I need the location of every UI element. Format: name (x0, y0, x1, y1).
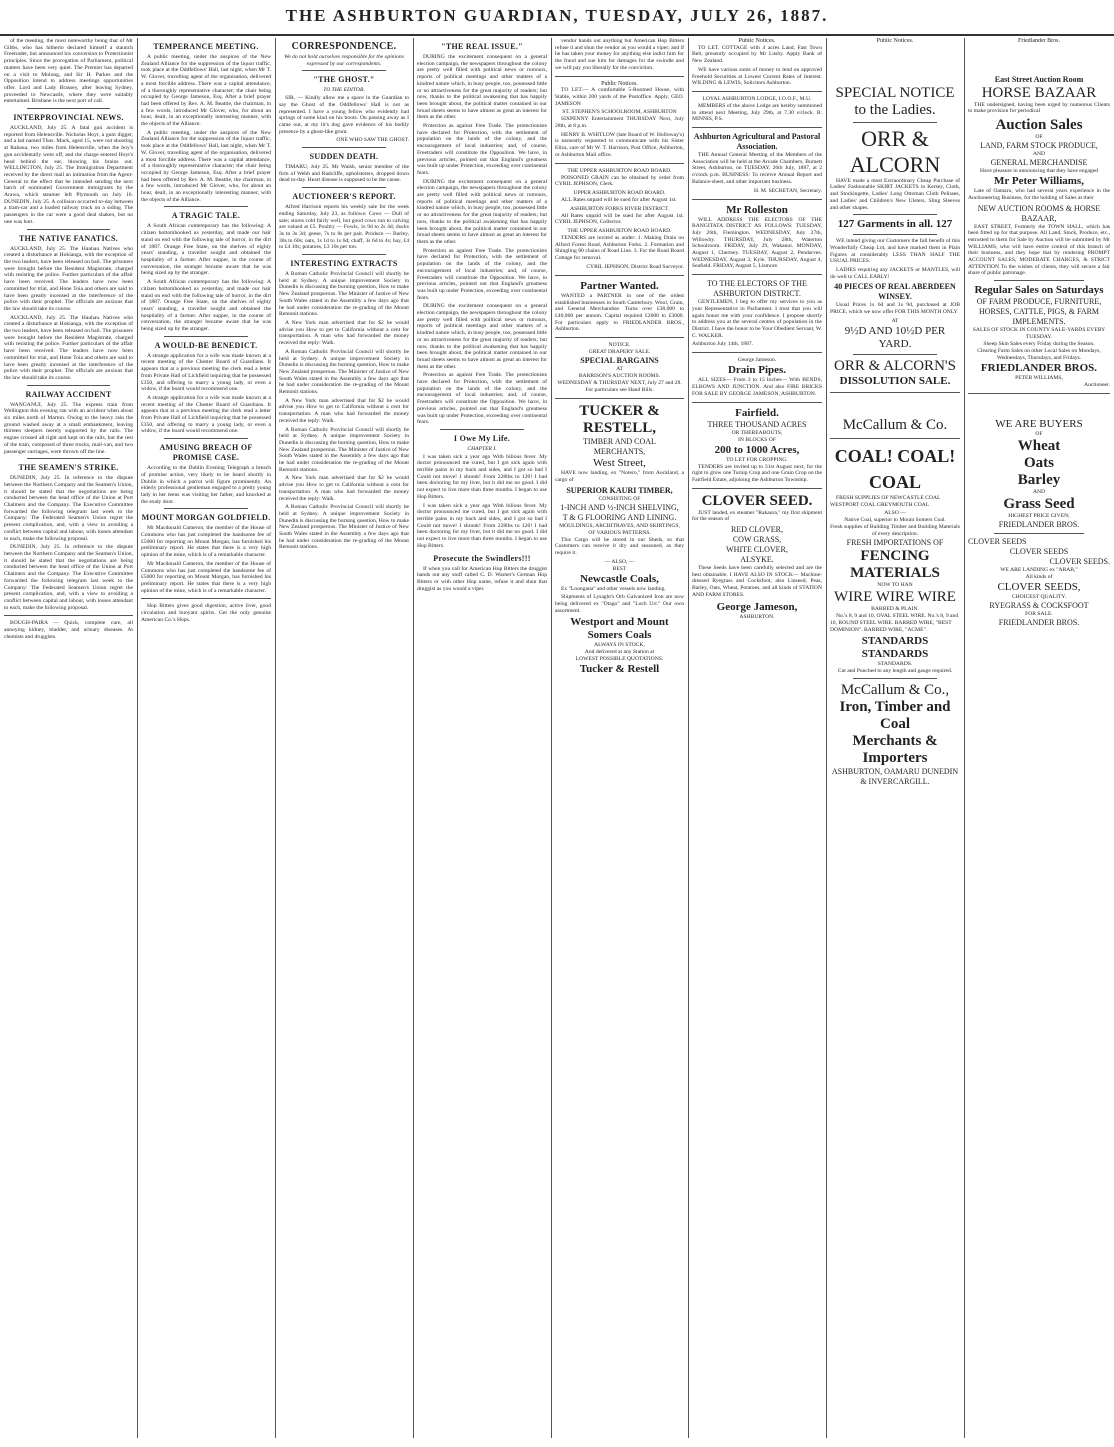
ad-heading: Tucker & Restell (579, 663, 660, 676)
divider (853, 122, 936, 123)
divider (994, 533, 1085, 534)
article-text: SIR, — Kindly allow me a space in the Guardian to say the Ghost of the Oddfellows' Hall is not as represented. I have a young fellow who evidently had springs of some kind on his boots. On passing away as I came out, at my lit's dog gave evidence of his bodily presence by a ghost-like grunt. (279, 95, 409, 135)
divider (27, 385, 110, 386)
ad-line: AT (891, 317, 899, 324)
ad-heading: Mr Peter Williams, (994, 175, 1084, 188)
divider (692, 488, 822, 489)
ad-line: Clearing Farm Sales on other Local Sales on Mondays, Wednesdays, Thursdays, and Fridays. (977, 348, 1101, 362)
divider (164, 508, 247, 509)
ad-line: NEW AUCTION ROOMS & HORSE BAZAAR, (977, 203, 1101, 223)
article-text: A South African contemporary has the following: A citizen bottomhooked us yesterday, and made our hair stand on end with the following tale of horror, in the dirt of 1887. Orange Free State, on the shelves of eighty years' standing, a traveller sought and obtained the hospitality of a farmer. After supper, in the course of conversation, the stranger became aware that he was being sized up by the stranger. (141, 279, 271, 333)
article-text: vendor hands out anything but American Hop Bitters refuse it and shun the vendor as you would a viper; and if he has taken your money for anything else indict him for the fraud and sue him for damages for the swindle and we will pay you liberally for the conviction. (555, 38, 684, 71)
ad-line: FRIEDLANDER BROS. (998, 520, 1080, 530)
ad-heading: to the Ladies. (854, 101, 936, 118)
ad-line: WHITE CLOVER, (726, 545, 788, 555)
column-divider (551, 38, 552, 1438)
ad-text: Ex "Loongana" and other vessels now landing. (561, 585, 666, 592)
article-text: According to the Dublin Evening Telegraph a breach of promise action, very likely to be heard shortly in Dublin in which a parrot will figure prominently. An elderly professional gentleman engaged to a pretty young lady in her teens was visiting her father, and knocked at the study door. (141, 465, 271, 505)
notice-heading: ASHBURTON FORKS RIVER DISTRICT. (570, 205, 669, 212)
ad-heading: TUCKER & RESTELL, (579, 403, 660, 437)
article-heading: A TRAGIC TALE. (171, 211, 241, 221)
ad-line: WE ARE LANDING ex "ARAB," (1000, 567, 1078, 574)
article-text: DURING the excitement consequent on a general election campaign, the newspapers throughout the colony are pretty well filled with political news or rumours, reports of political meetings and other matters of a kindred nature which, in busy people, too, possessed little or no attractiveness for the great majority of readers; but now, thanks to the political awakening that has happily been brought about, the political matter contained in our broad sheets seems to have almost as great an interest for them as the other. (417, 54, 547, 121)
divider (302, 187, 385, 188)
column-3 (279, 38, 409, 1438)
article-heading: RAILWAY ACCIDENT (25, 389, 112, 399)
article-text: A Roman Catholic Provincial Council will shortly be held at Sydney. A unique improvement Society in Dunedin is discussing the burning question, How to make New Zealand prosperous. The Minister of Justice of New South Wales stated in the Assembly a few days ago that he had under consideration the re-grading of the Mount Remonit stations. (279, 348, 409, 396)
ad-line: And delivered at any Station at (584, 649, 655, 656)
notice-text: WILL ADDRESS THE ELECTORS OF THE RANGITATA DISTRICT AS FOLLOWS: TUESDAY, July 26th, Flemington. WEDNESDAY, July 27th, Willowby. THURSDAY, July 28th, Waterton Schoolroom. FRIDAY, July 29, Wakanui. MONDAY, August 1, Chertsey. TUESDAY, August 2, Pendarves. WEDNESDAY, August 3, Kyle. THURSDAY, August 4, Seafield. FRIDAY, August 5, Lismore. (692, 216, 822, 270)
notice-text: GENTLEMEN, I beg to offer my services to you as your Representative in Parliament. I trust that you will again honor me with your confidence. I propose shortly to address you at the several centres of population in the District. I have the honor to be Your Obedient Servant, W. C. WALKER. (692, 299, 822, 339)
article-text: Mr Macdonald Cameron, the member of the House of Commons who has just completed the handsome fee of £5000 for reporting on Mount Morgan, has furnished his preliminary report. He states that there is a very high opinion of the mine, which is of a remarkable character. (141, 560, 271, 594)
ad-heading: McCallum & Co., (840, 682, 950, 699)
ad-line: IN BLOCKS OF (738, 436, 776, 443)
ad-line: ALSO — (884, 510, 906, 517)
ad-heading: HORSE BAZAAR (981, 84, 1097, 101)
column-divider (964, 38, 965, 1438)
article-heading: TEMPERANCE MEETING. (153, 42, 259, 51)
ad-heading: Ashburton Agricultural and Pastoral Association. (693, 132, 821, 152)
ad-line: CLOVER SEEDS (1009, 547, 1069, 557)
article-text: I was taken sick a year ago With bilious fever. My doctor pronounced me cured, but I got sick again with terrible pains in my back and sides, and I got so bad I Could not move! I shrunk! From 228lbs to 120! I had been doctoring for my liver, but it did me no good. I did not expect to live more than three months. I began to use Hop Bitters. (417, 502, 547, 549)
notice-text: WE have various sums of money to lend on approved Freehold Securities at Lowest Current Rates of Interest. WILDING & LEWIS, Solicitors Ashburton. (692, 66, 822, 87)
divider (164, 206, 247, 207)
notice-text: ALL Rates unpaid will be sued for after August 1st. (561, 196, 677, 203)
article-subheading: TO THE EDITOR. (323, 87, 365, 94)
divider (4, 615, 133, 616)
divider (302, 147, 385, 148)
article-text: A New York man advertised that for $2 he would advise you How to get to California without a cent for transportation. A man who had forwarded the money received the reply: Walk. (279, 475, 409, 502)
ad-heading: NOTICE. (608, 342, 631, 349)
ad-line: NOW TO HAN (877, 582, 913, 589)
article-text: DUNEDIN, July 25. In reference to the dispute between the Northern Company and the Seamen's Union, it should be stated that the negotiations are being conducted between the head office of the Union at Port Chalmers and the Company. The Executive Committee forwarded the following telegram last week to the Company: The Federated Seamen's Union regret the present complication, and, with a view to avoiding a conflict between capital and labour, with losses attendant to each, make the following proposal. (4, 544, 133, 611)
ad-heading: ORR & ALCORN'S (834, 357, 956, 374)
divider (692, 402, 822, 403)
article-heading: A WOULD-BE BENEDICT. (154, 340, 258, 350)
article-text: Protection as against Free Trade. The protectionists have declared for Protection, with the settlement of population on the lands of the colony, and the encouragement of local industries; and, of course, Freetraders will constitute the Opposition. We have, in previous articles, pointed out that England's greatness was built up under Protection, exceeding over continental fears. (417, 247, 547, 301)
signature: H. M. SECRETAN, Secretary. (753, 187, 822, 194)
ad-line: Auctioneer. (1084, 382, 1110, 389)
ad-heading: Iron, Timber and Coal (839, 699, 951, 733)
article-text: A Roman Catholic Provincial Council will shortly be held at Sydney. A unique improvement Society in Dunedin is discussing the burning question, How to make New Zealand prosperous. The Minister of Justice of New South Wales stated in the Assembly a few days ago that he had under consideration the re-grading of the Mount Remonit stations. (279, 271, 409, 318)
ad-line: BARBED & PLAIN. (871, 606, 919, 613)
column-7 (830, 38, 960, 1438)
article-text: DURING the excitement consequent on a general election campaign, the newspapers throughout the colony are pretty well filled with political news or rumours, reports of political meetings and other matters of a kindred nature which, in busy people, too, possessed little or no attractiveness for the great majority of readers; but now, thanks to the political awakening that has happily been brought about, the political matter contained in our broad sheets seems to have almost as great an interest for them as the other. (417, 303, 547, 370)
divider (853, 214, 936, 215)
ad-line: OF FARM PRODUCE, FURNITURE, HORSES, CATTLE, PIGS, & FARM IMPLEMENTS. (976, 297, 1102, 327)
ad-line: AT (616, 366, 623, 373)
article-subheading: We do not hold ourselves responsible for the opinions expressed by our correspondents. (284, 54, 404, 67)
divider (141, 598, 271, 599)
ad-line: FRIEDLANDER BROS. (998, 618, 1080, 628)
divider (692, 199, 822, 200)
notice-heading: THE UPPER ASHBURTON ROAD BOARD. (567, 228, 672, 235)
section-label: Public Notices. (876, 38, 914, 44)
divider (853, 678, 936, 679)
column-4 (417, 38, 547, 1438)
ad-text: HAVE made a most Extraordinary Cheap Purchase of Ladies' Fashionable SKIRT JACKETS in Kersey, Cloth, and Stockingette, Ladies' Long Ottoman Cloth Pelisses, and Ladies' and Children's New Ulsters, Sling Sleeves and other shapes. (830, 177, 960, 211)
ad-line: SALES OF STOCK IN COUNTY SALE-YARDS EVERY TUESDAY. (972, 327, 1106, 341)
divider (555, 163, 684, 164)
article-text: A New York man advertised that for $2 he would advise you How to get to California without a cent for transportation. A man who had forwarded the money received the reply: Walk. (279, 319, 409, 347)
ad-heading: FRIEDLANDER BROS. (980, 362, 1098, 375)
section-label: George Jameson. (737, 357, 777, 364)
divider (27, 108, 110, 109)
ad-line: BARRISON'S AUCTION ROOMS. (578, 373, 661, 380)
ad-text: Shipments of Lysaght's Orb Galvanized Iron are now being delivered ex "Otago" and "Loch Urr." Our own assortment. (555, 594, 684, 614)
notice-date: Ashburton July 14th, 1887. (692, 341, 754, 348)
notice-text: TENDERS are invited as under: 1. Making Drain on Alford Forest Road, Ashburton Forks. 2. Formation and Shingling 80 chains of Road Line. 3. For the Road Board Cottage for removal. (555, 235, 684, 262)
signature: CYRIL JEPHSON, District Road Surveyor. (586, 263, 684, 270)
column-divider (137, 38, 138, 1438)
newspaper-title: THE ASHBURTON GUARDIAN, TUESDAY, JULY 26, 1887. (285, 6, 829, 25)
ad-line: BEST (612, 565, 627, 572)
column-divider (826, 38, 827, 1438)
ad-heading: 40 PIECES OF REAL ABERDEEN WINSEY. (834, 282, 956, 302)
article-heading: SUDDEN DEATH. (309, 152, 379, 162)
ad-heading: SPECIAL NOTICE (835, 84, 955, 101)
article-text: AUCKLAND, July 25. The Hauhau Natives who created a disturbance at Hokianga, with the exception of the two leaders, have been released on bail. The prisoners were brought before the Resident Magistrate, charged with resisting the police. Further particulars of the affair have been received. The leaders have now been committed for trial, and Hone Toia and others are said to have been greatly incensed at the interference of the police with their prophet. The officials are anxious that the law should take its course. (4, 245, 133, 312)
ad-text: WE intend giving our Customers the full benefit of this Wonderfully Cheap Lot, and have marked them in Plain Figures at considerably LESS THAN HALF THE USUAL PRICES. (830, 238, 960, 265)
ad-line: HIGHEST PRICE GIVEN; (1008, 513, 1070, 520)
ad-heading: Regular Sales on Saturdays (974, 284, 1104, 297)
ad-text: Late of Oamaru, who had several years experience in the Auctioneering Business, for the holding of Sales at their (968, 188, 1110, 201)
column-divider (413, 38, 414, 1438)
ad-text: EAST STREET, Formerly the TOWN HALL, which has been fitted up for that purpose. All Land, Stock, Produce, etc., entrusted to them for Sale by Auction will be submitted by Mr WILLIAMS, who will have entire control of this branch of their business, and they hope that by rendering PROMPT ACCOUNT SALES, MODERATE CHARGES, & STRICT ATTENTION To the wishes of clients, they will secure a fair share of public patronage. (968, 223, 1110, 277)
notice-text: SIXPENNY Entertainment THURSDAY Next, July 28th, at 8 p.m. (555, 116, 684, 130)
ad-heading: ORR & ALCORN (849, 125, 941, 177)
article-heading: INTERESTING EXTRACTS (290, 259, 398, 269)
ad-heading: Wheat (1017, 438, 1061, 455)
article-heading: AMUSING BREACH OF PROMISE CASE. (159, 443, 253, 463)
ad-heading: COAL! COAL! COAL (834, 445, 956, 492)
article-heading: AUCTIONEER'S REPORT. (292, 192, 396, 202)
divider (555, 275, 684, 276)
ad-line: GENERAL MERCHANDISE (990, 158, 1088, 168)
ad-line: GREAT DRAPERY SALE. (588, 349, 651, 356)
divider (692, 127, 822, 128)
signature: ONE WHO SAW THE GHOST. (336, 137, 409, 144)
divider (164, 336, 247, 337)
ad-text: FRESH SUPPLIES OF NEWCASTLE COAL WESTPORT COAL GREYMOUTH COAL (830, 494, 941, 508)
ad-line: CLOVER SEEDS (968, 537, 1027, 547)
ad-line: FOR SALE. (1025, 611, 1053, 618)
notice-text: HENRY B. WHITLOW (late Board of W. Holloway's) is earnestly requested to communicate with his Sister Eliza, care of Mr W. T. Harrison, Post Office, Ashburton, or Ashburton Mail office. (555, 131, 684, 158)
ad-heading: WE ARE BUYERS (995, 418, 1083, 431)
divider (692, 352, 822, 353)
notice-heading: THE UPPER ASHBURTON ROAD BOARD. (567, 167, 672, 174)
advertisement-text: BOUGH-PAIRA — Quick, complete cure, all annoying kidney, bladder, and urinary diseases. At chemists and druggists. (4, 620, 133, 640)
ad-line: West Street, (593, 457, 646, 470)
ad-line: Cut and Punched to any length and gauge required. (837, 668, 953, 675)
ad-heading: Westport and Mount Somers Coals (570, 616, 669, 642)
ad-heading: Auction Sales (995, 117, 1083, 134)
divider (302, 70, 385, 71)
ad-line: For particulars see Hand Bills. (585, 387, 654, 394)
article-heading: CORRESPONDENCE. (291, 41, 397, 52)
ad-line: 9½D AND 10½D PER YARD. (844, 324, 946, 350)
ad-text: Usual Prices 1s 6d and 1s 9d, purchased at JOB PRICE, which we now offer FOR THIS MONTH ONLY (830, 302, 960, 316)
ad-text: LADIES requiring any JACKETS or MANTLES, will do well to CALL EARLY! (830, 267, 960, 280)
ad-text: JUST landed, ex steamer "Rakaura," my first shipment for the season of (692, 509, 822, 523)
article-text: A New York man advertised that for $2 he would advise you How to get to California without a cent for transportation. A man who had forwarded the money received the reply: Walk. (279, 397, 409, 424)
section-label: Public Notices. (601, 80, 638, 87)
ad-line: — ALSO, — (604, 558, 635, 565)
ad-heading: WIRE WIRE WIRE (834, 589, 956, 606)
divider (302, 254, 385, 255)
article-text: A Roman Catholic Provincial Council will shortly be held at Sydney. A unique improvement Society in Dunedin is discussing the burning question, How to make New Zealand prosperous. The Minister of Justice of New South Wales stated in the Assembly a few days ago that he had under consideration the re-grading of the Mount Remonit stations. (279, 426, 409, 473)
ad-line: Native Coal, superior to Mount Somers Coal. (844, 517, 946, 524)
ad-line: OR THEREABOUTS, (731, 429, 783, 436)
ad-heading: George Jameson, (716, 600, 798, 613)
article-text: A public meeting, under the auspices of the New Zealand Alliance for the suppression of the liquor traffic, took place at the Oddfellows' Hall, last night, when Mr T. W. Glover, travelling agent of the organisation, delivered a most forcible address. There was a capital attendance, of a thoroughly representative character; the chair being occupied by George Jameson, Esq. After a brief prayer had been offered by Rev. A. M. Beattie, the chairman, in a few words, introduced Mr Glover, who, for about an hour, dealt, in an exceptionally interesting manner, with the objects of the Alliance. (141, 129, 271, 203)
ad-line: RED CLOVER, (731, 525, 783, 535)
advertisement-text: Hop Bitters gives good digestion, active liver, good circulation and buoyant spirits. Get the only genuine American Co.'s Hops. (141, 603, 271, 623)
divider (994, 280, 1085, 281)
ad-line: Fresh supplies of Building Timber and Building Materials of every description. (830, 524, 960, 538)
divider (440, 429, 523, 430)
divider (27, 229, 110, 230)
ad-text: TENDERS are invited up to 31st August next, for the right to grow one Turnip Crop and one Grain Crop on the Fairfield Estate, adjoining the Ashburton Township. (692, 463, 822, 483)
masthead (0, 0, 1114, 36)
ad-heading: STANDARDS STANDARDS (861, 635, 929, 661)
ad-heading: DISSOLUTION SALE. (839, 374, 951, 387)
notice-heading: ST. STEPHEN'S SCHOOLROOM, ASHBURTON (562, 109, 677, 116)
article-heading: Prosecute the Swindlers!!! (433, 553, 531, 563)
column-6 (692, 38, 822, 1438)
article-text: TIMARU, July 25. Mr Walsh, senior member of the firm of Webb and Radcliffe, upholsterers, dropped down dead to-day. Heart disease is supposed to be the cause. (279, 164, 409, 184)
column-1 (4, 38, 133, 1438)
ad-line: LOWEST POSSIBLE QUOTATIONS. (575, 656, 664, 663)
ad-heading: 127 Garments in all. 127 (837, 218, 953, 231)
divider (968, 393, 1110, 394)
ad-line: AND (1032, 151, 1046, 158)
article-text: Alfred Harrison reports his weekly sale for the week ending Saturday, July 23, as follows: Cows — Dull of sale; stores cold fairly well, but good cows run to calving are valued at £5. Poultry — Fowls, 1s 9d to 2s 4d; ducks 3s to 3s 3d; geese, 7s to 8s per pair. Produce — Barley, 30s to 60s; oats, 1s 1d to 1s 6d; chaff, 3s 6d to 4s; hay, £4 to £4 10s; potatoes, £3 10s per ton. (279, 204, 409, 251)
ad-line: CONSISTING OF (598, 495, 641, 502)
ad-text: HAVE now landing, ex "Notero," from Auckland, a cargo of (555, 470, 684, 483)
article-text: A South African contemporary has the following: A citizen bottomhooked us yesterday, and made our hair stand on end with the following tale of horror, in the dirt of 1887. Orange Free State, on the shelves of eighty years' standing, a traveller sought and obtained the hospitality of a farmer. After supper, in the course of conversation, the stranger became aware that he was being sized up by the stranger. (141, 223, 271, 277)
column-5 (555, 38, 684, 1438)
notice-text: THE Annual General Meeting of the Members of the Association will be held at the Arcade Chambers, Burnett Street, Ashburton, on TUESDAY, 26th July, 1887, at 2 o'clock p.m. BUSINESS: To receive Annual Report and Balance-sheet, and other important business. (692, 152, 822, 185)
ad-heading: Fairfield. (735, 406, 779, 419)
ad-line: MOULDINGS, ARCHITRAVES, AND SKIRTINGS, (559, 522, 680, 529)
article-text: AUCKLAND, July 25. The Hauhau Natives who created a disturbance at Hokianga, with the exception of the two leaders, have been released on bail. The prisoners were brought before the Resident Magistrate, charged with resisting the police. Further particulars of the affair have been received. The leaders have now been committed for trial, and Hone Toia and others are said to have been greatly incensed at the interference of the police with their prophet. The officials are anxious that the law should take its course. (4, 314, 133, 381)
ad-line: PETER WILLIAMS, (1015, 375, 1063, 382)
notice-heading: LOYAL ASHBURTON LODGE, I.O.O.F., M.U. (702, 95, 812, 102)
notice-text: All Rates unpaid will be sued for after August 1st. CYRIL JEPHSON, Collector. (555, 212, 684, 226)
ad-line: THREE THOUSAND ACRES (707, 419, 807, 429)
article-text: I was taken sick a year ago With bilious fever. My doctor pronounced me cured, but I got sick again with terrible pains in my back and sides, and I got so bad I Could not move! I shrunk! From 228lbs to 120! I had been doctoring for my liver, but it did me no good. I did not expect to live more than three months. I began to use Hop Bitters. (417, 453, 547, 500)
article-text: Protection as against Free Trade. The protectionists have declared for Protection, with the settlement of population on the lands of the colony, and the encouragement of local industries; and, of course, Freetraders will constitute the Opposition. We have, in previous articles, pointed out that England's greatness was built up under Protection, exceeding over continental fears. (417, 372, 547, 426)
ad-heading: Merchants & Importers (852, 733, 938, 767)
article-text: A Roman Catholic Provincial Council will shortly be held at Sydney. A unique improvement Society in Dunedin is discussing the burning question, How to make New Zealand prosperous. The Minister of Justice of New South Wales stated in the Assembly a few days ago that he had under consideration the re-grading of the Mount Remonit stations. (279, 504, 409, 551)
article-text: A strange application for a wife was made known at a recent meeting of the Chester Board of Guardians. It appears that at a previous meeting the clerk read a letter from Private Hall of Lichfield inquiring that he possessed £350, and offering to marry a young lady, or even a widow, if the board would recommend one. (141, 394, 271, 435)
column-divider (688, 38, 689, 1438)
divider (555, 76, 684, 77)
ad-text: This Cargo will be stored in our Sheds, so that Customers can receive it dry and seasoned, as they require it. (555, 536, 684, 556)
article-heading: MOUNT MORGAN GOLDFIELD. (141, 513, 271, 523)
ad-heading: 200 to 1000 Acres, (714, 443, 800, 456)
ad-line: FRESH IMPORTATIONS OF (846, 538, 944, 548)
article-text: A public meeting, under the auspices of the New Zealand Alliance for the suppression of the liquor traffic, took place at the Oddfellows' Hall, last night, when Mr T. W. Glover, travelling agent of the organisation, delivered a most forcible address. There was a capital attendance, of a thoroughly representative character; the chair being occupied by George Jameson, Esq. After a brief prayer had been offered by Rev. A. M. Beattie, the chairman, in a few words, introduced Mr Glover, who, for about an hour, dealt, in an exceptionally interesting manner, with the objects of the Alliance. (141, 54, 271, 128)
article-heading: "THE GHOST." (313, 75, 375, 85)
divider (555, 398, 684, 399)
ad-heading: Oats (1024, 455, 1054, 472)
divider (853, 234, 936, 235)
ad-heading: SPECIAL BARGAINS (580, 356, 659, 366)
ad-heading: FENCING MATERIALS (850, 548, 940, 582)
ad-line: ALSYKE. (740, 555, 774, 565)
ad-line: LAND, FARM STOCK PRODUCE, (980, 141, 1098, 151)
ad-text: No.'s 8, 9 and 10, OVAL STEEL WIRE. No.'s 8, 9 and 10, ROUND STEEL WIRE. BARBED WIRE, "BEST DOMINION". BARBED WIRE, "ACME". (830, 613, 959, 633)
ad-line: OF (1035, 134, 1043, 141)
ad-line: TO LET FOR CROPPING. (726, 456, 788, 463)
article-heading: THE NATIVE FANATICS. (18, 233, 119, 243)
ad-line: ALWAYS IN STOCK, (594, 642, 645, 649)
divider (830, 392, 960, 393)
ad-heading: Partner Wanted. (580, 279, 659, 292)
ad-text: These Seeds have been carefully selected and are the best obtainable. I HAVE ALSO IN STOCK— Machine-dressed Ryegrass and Cocksfoot, also Linseed, Peas, Barley, Oats, Wheat, Potatoes, and all kinds of STATION AND FARM STORES. (692, 565, 822, 598)
ad-line: STANDARDS. (877, 661, 913, 668)
notice-text: TO LET.— A comfortable 5-Roomed House, with Stable, within 200 yards of the Postoffice. Apply, GEO. JAMESON (555, 87, 684, 107)
article-heading: INTERPROVINCIAL NEWS. (13, 113, 124, 123)
ad-heading: Mr Rolleston (726, 203, 788, 216)
ad-line: ASHBURTON, OAMARU DUNEDIN & INVERCARGILL. (831, 767, 959, 787)
ad-line: COW GRASS, (732, 535, 782, 545)
divider (692, 91, 822, 92)
article-text: DURING the excitement consequent on a general election campaign, the newspapers throughout the colony are pretty well filled with political news or rumours, reports of political meetings and other matters of a kindred nature which, in busy people, too, possessed little or no attractiveness for the great majority of readers; but now, thanks to the political awakening that has happily been brought about, the political matter contained in our broad sheets seems to have almost as great an interest for them as the other. (417, 178, 547, 245)
ad-heading: Grass Seed (1003, 496, 1075, 513)
article-text: Protection as against Free Trade. The protectionists have declared for Protection, with the settlement of population on the lands of the colony, and the encouragement of local industries; and, of course, Freetraders will constitute the Opposition. We have, in previous articles, pointed out that England's greatness was built up under Protection, exceeding over continental fears. (417, 123, 547, 176)
divider (27, 458, 110, 459)
ad-line: TIMBER AND COAL (583, 437, 656, 447)
notice-heading: UPPER ASHBURTON ROAD BOARD. (573, 189, 666, 196)
section-label: Public Notices. (738, 38, 776, 44)
ad-line: All kinds of (1025, 574, 1053, 581)
article-text: of the meeting, the most noteworthy being that of Mr Gibbs, who has hitherto declared himself a staunch Freetrader, but announced his conversion to Protectionist principles. Since the prorogation of Parliament, political matters have been very quiet. The Premier has departed on a visit to Molong, and Sir H. Parkes and the Opposition intend to address meetings opportunities offer. Lord and Lady Brassey, after leaving Sydney, proceeded to Newcastle, where they were suitably entertained. Brisbane is the next port of call. (4, 38, 133, 105)
ad-heading: SUPERIOR KAURI TIMBER, (566, 485, 673, 495)
ad-heading: Newcastle Coals, (580, 572, 659, 585)
ad-line: 1-INCH AND ½-INCH SHELVING, (560, 502, 679, 512)
article-heading: THE SEAMEN'S STRIKE. (18, 463, 119, 473)
ad-text: WANTED a PARTNER in one of the oldest established businesses in South Canterbury. Wool, Grain, and General Merchandise. Turns over £38,000 to £40,000 per annum. Capital required £2000 to £3000. For particulars apply to FRIEDLANDER BROS., Ashburton. (555, 292, 684, 333)
ad-text: THE undersigned, having been urged by numerous Clients to make provision for periodical (968, 101, 1110, 115)
divider (830, 438, 960, 439)
ad-line: RYEGRASS & COCKSFOOT (989, 601, 1089, 611)
notice-text: TO LET. COTTAGE with 4 acres Land, Fast Town Belt, presently occupied by Mr Lusby. Apply Bank of New Zealand. (692, 44, 822, 65)
ad-line: MERCHANTS, (593, 447, 646, 457)
divider (853, 354, 936, 355)
ad-line: T & G FLOORING AND LINING. (562, 512, 677, 522)
article-text: DUNEDIN, July 25. In reference to the dispute between the Northern Company and the Seamen's Union, it should be stated that the negotiations are being conducted between the head office of the Union at Port Chalmers and the Company. The Executive Committee forwarded the following telegram last week to the Company: The Federated Seamen's Union regret the present complication, and, with a view to avoiding a conflict between capital and labour, with losses attendant to each, make the following proposal. (4, 475, 133, 542)
ad-heading: McCallum & Co. (842, 416, 948, 433)
ad-line: ASHBURTON. (739, 613, 775, 620)
ad-heading: TO THE ELECTORS OF THE ASHBURTON DISTRICT. (707, 279, 807, 299)
article-text: A strange application for a wife was made known at a recent meeting of the Chester Board of Guardians. It appears that at a previous meeting the clerk read a letter from Private Hall of Lichfield inquiring that he possessed £350, and offering to marry a young lady, or even a widow, if the board would recommend one. (141, 352, 271, 393)
article-heading: "THE REAL ISSUE." (441, 42, 523, 51)
ad-line: WEDNESDAY & THURSDAY NEXT, July 27 and 28. (557, 380, 682, 387)
ad-line: Sheep Skin Sales every Friday during the Season. (983, 341, 1095, 348)
ad-heading: CLOVER SEED. (701, 492, 813, 509)
notice-text: MEMBERS of the above Lodge are hereby summoned to attend next Meeting, July 29th, at 7.30 o'clock. R. MINNIS, P.S. (692, 102, 822, 123)
article-text: If when you call for American Hop Bitters the druggist hands out any stuff called C. D. Warner's German Hop Bitters or with other Hop name, refuse it and shun that druggist as you would a viper. (417, 565, 547, 592)
notice-text: POISONED GRAIN can be obtained by order from CYRIL JEPHSON, Clerk. (555, 174, 684, 188)
ad-heading: CLOVER SEEDS, (997, 581, 1081, 594)
divider (164, 438, 247, 439)
ad-line: CHOICEST QUALITY. (1011, 594, 1067, 601)
article-text: AUCKLAND, July 25. A fatal gun accident is reported from Helensville. Nicholas Hoyt, a gum digger, and a lad named Thos. Mack, aged 15, were out shooting at Rahaua, two miles from Helensville, when the boy's gun accidentally went off, and the charge entered Hoyt's head behind the ear, blowing his brains out. WELLINGTON, July 25. The Immigration Department received by the direct mail an intimation from the Agent-General to the effect that he intended sending the next batch of nominated Government immigrants by the Arawa, which steamer left Plymouth on July 16. DUNEDIN, July 25. A collision occurred to-day between a tram-car and a loaded railway truck on a siding. The passengers in the car were a good deal shaken, but no one was hurt. (4, 125, 133, 225)
ad-heading: Drain Pipes. (727, 364, 787, 377)
ad-line: AND (1032, 489, 1046, 496)
column-2 (141, 38, 271, 1438)
ad-text: ALL SIZES— From 3 to 15 Inches— With BENDS, ELBOWS AND JUNCTION. And also FIRE BRICKS FOR SALE BY GEORGE JAMESON, ASHBURTON. (692, 377, 822, 397)
divider (692, 274, 822, 275)
column-8 (968, 38, 1110, 1438)
article-text: WANGANUI, July 25. The express train from Wellington this evening ran with an accident when about six miles north of Marton. Owing to the heavy rain the ground washed away at a small embankment, leaving thirteen sleepers merely supported by the rails. The engine crossed all right and kept on the rails, but the rest of the train, composed of three trucks, mail-van, and two passenger carriages, were thrown off the line. (4, 401, 133, 455)
ad-heading: Barley (1017, 472, 1061, 489)
ad-line: OF VARIOUS PATTERNS. (588, 529, 651, 536)
ad-line: CLOVER SEEDS. (1049, 557, 1110, 567)
ad-line: Have pleasure in announcing that they have engaged (980, 168, 1098, 175)
article-heading: I Owe My Life. (453, 433, 511, 443)
article-subheading: CHAPTER I. (467, 445, 497, 452)
ad-line: OF (1035, 431, 1043, 438)
divider (555, 337, 684, 338)
column-divider (275, 38, 276, 1438)
ad-heading: East Street Auction Room (994, 74, 1084, 84)
section-label: Friedlander Bros. (1018, 38, 1060, 44)
article-text: Mr Macdonald Cameron, the member of the House of Commons who has just completed the handsome fee of £5000 for reporting on Mount Morgan, has furnished his preliminary report. He states that there is a very high opinion of the mine, which is of a remarkable character. (141, 525, 271, 559)
